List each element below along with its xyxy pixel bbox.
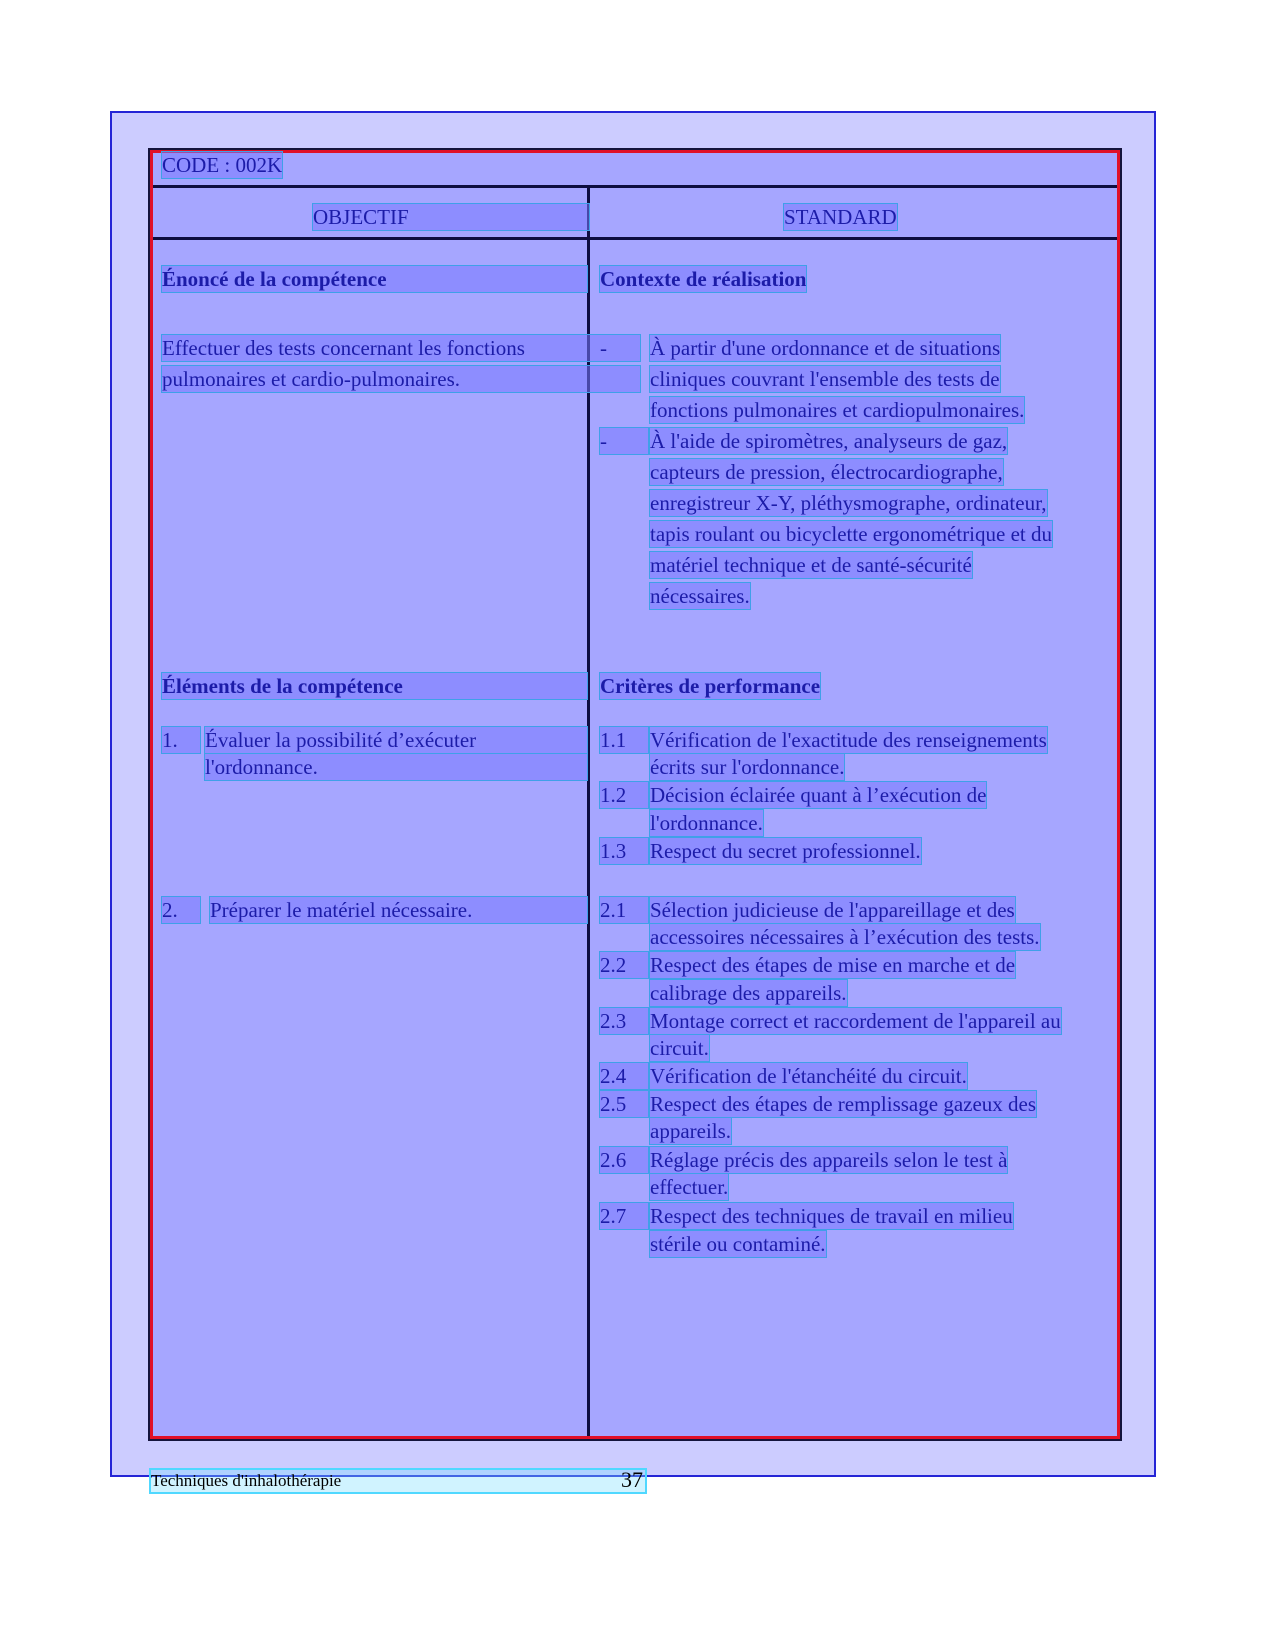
page-footer	[151, 1467, 645, 1492]
enonce-line: Effectuer des tests concernant les fonctions	[162, 335, 640, 361]
footer-title: Techniques d'inhalothérapie	[151, 1471, 342, 1490]
contexte-line: capteurs de pression, électrocardiographe,	[650, 460, 1003, 484]
critere-line: Sélection judicieuse de l'appareillage et des	[650, 898, 1015, 922]
contexte-line: À partir d'une ordonnance et de situations	[650, 336, 1001, 360]
element-number: 1.	[162, 727, 200, 753]
contexte-line: enregistreur X-Y, pléthysmographe, ordinateur,	[650, 491, 1047, 515]
critere-number: 2.1	[600, 897, 648, 923]
page-number: 37	[621, 1467, 643, 1492]
critere-line: stérile ou contaminé.	[650, 1232, 826, 1256]
critere-number: 1.1	[600, 727, 648, 753]
critere-line: effectuer.	[650, 1175, 729, 1199]
critere-number: 2.6	[600, 1147, 648, 1173]
standard-header: STANDARD	[784, 205, 897, 229]
enonce-heading: Énoncé de la compétence	[162, 266, 587, 292]
critere-number: 2.7	[600, 1203, 648, 1229]
critere-line: calibrage des appareils.	[650, 981, 847, 1005]
header-divider	[153, 185, 1117, 188]
contexte-bullet: -	[600, 336, 607, 360]
contexte-line: À l'aide de spiromètres, analyseurs de gaz,	[650, 429, 1008, 453]
columns-header-divider	[153, 237, 1117, 240]
critere-line: Décision éclairée quant à l’exécution de	[650, 783, 987, 807]
critere-number: 2.4	[600, 1063, 648, 1089]
critere-line: appareils.	[650, 1119, 732, 1143]
element-line: Préparer le matériel nécessaire.	[210, 897, 587, 923]
critere-number: 2.5	[600, 1091, 648, 1117]
contexte-heading: Contexte de réalisation	[600, 267, 807, 291]
critere-line: l'ordonnance.	[650, 811, 763, 835]
contexte-line: tapis roulant ou bicyclette ergonométrique et du	[650, 522, 1052, 546]
critere-line: écrits sur l'ordonnance.	[650, 755, 845, 779]
element-number: 2.	[162, 897, 200, 923]
critere-number: 2.2	[600, 952, 648, 978]
contexte-line: matériel technique et de santé-sécurité	[650, 553, 972, 577]
objectif-header: OBJECTIF	[313, 204, 589, 230]
critere-number: 1.2	[600, 782, 648, 808]
criteres-heading: Critères de performance	[600, 674, 821, 698]
elements-heading: Éléments de la compétence	[162, 673, 587, 699]
critere-line: circuit.	[650, 1036, 709, 1060]
critere-line: accessoires nécessaires à l’exécution des tests.	[650, 925, 1040, 949]
critere-number: 1.3	[600, 838, 648, 864]
critere-line: Vérification de l'étanchéité du circuit.	[650, 1064, 967, 1088]
critere-line: Respect du secret professionnel.	[650, 839, 921, 863]
contexte-line: nécessaires.	[650, 584, 750, 608]
enonce-line: pulmonaires et cardio-pulmonaires.	[162, 366, 640, 392]
critere-number: 2.3	[600, 1008, 648, 1034]
critere-line: Vérification de l'exactitude des renseignements	[650, 728, 1047, 752]
contexte-line: fonctions pulmonaires et cardiopulmonaires.	[650, 398, 1025, 422]
critere-line: Respect des étapes de mise en marche et de	[650, 953, 1016, 977]
element-line: Évaluer la possibilité d’exécuter	[205, 727, 587, 753]
contexte-bullet: -	[600, 428, 648, 454]
critere-line: Montage correct et raccordement de l'appareil au	[650, 1009, 1061, 1033]
contexte-line: cliniques couvrant l'ensemble des tests de	[650, 367, 1000, 391]
code-label: CODE : 002K	[162, 153, 283, 177]
critere-line: Réglage précis des appareils selon le test à	[650, 1148, 1008, 1172]
element-line: l'ordonnance.	[205, 754, 587, 780]
critere-line: Respect des techniques de travail en milieu	[650, 1204, 1013, 1228]
critere-line: Respect des étapes de remplissage gazeux des	[650, 1092, 1037, 1116]
